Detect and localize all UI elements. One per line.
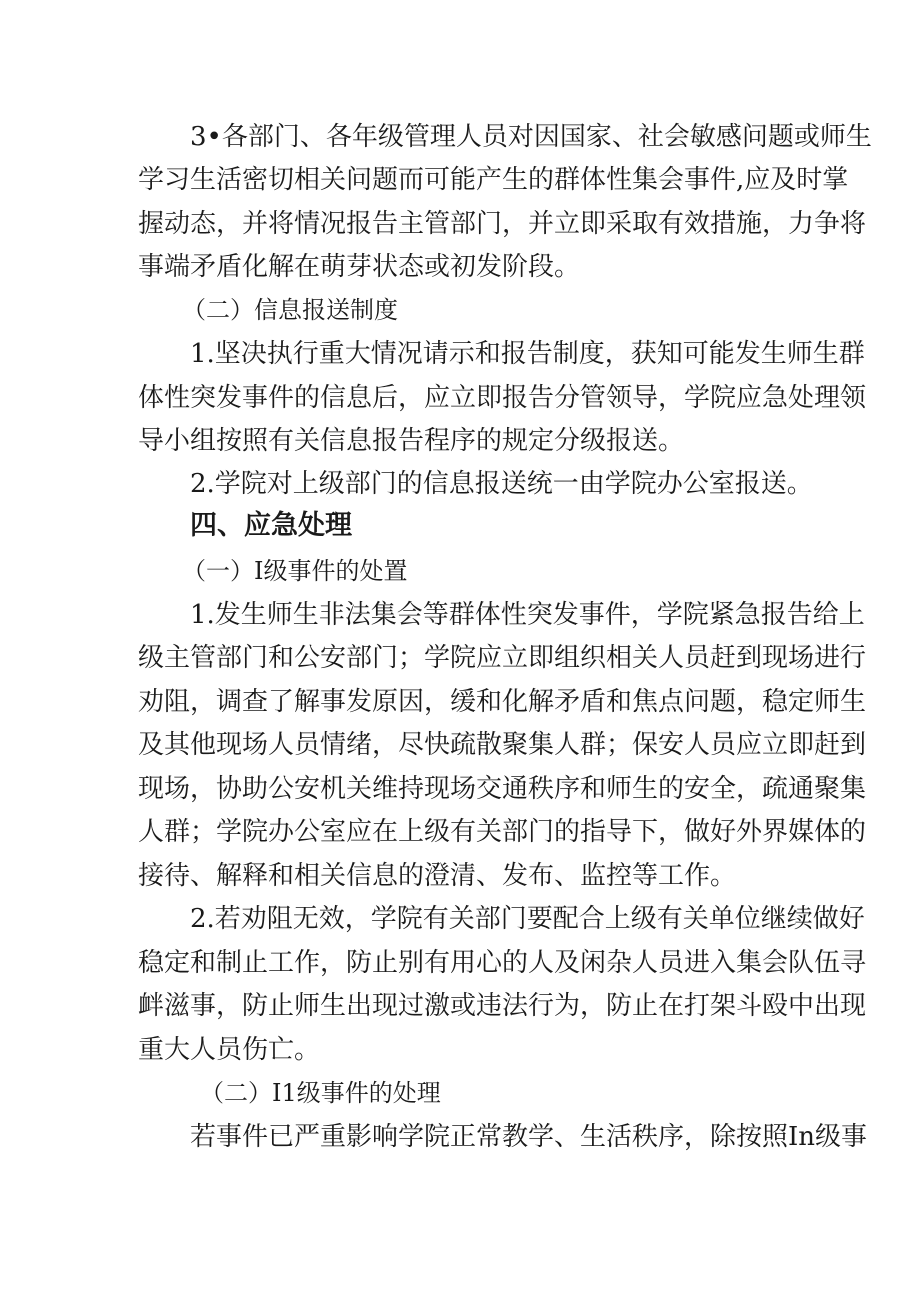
paragraph-line: 衅滋事，防止师生出现过激或违法行为，防止在打架斗殴中出现 (138, 991, 867, 1021)
paragraph-line: 3•各部门、各年级管理人员对因国家、社会敏感问题或师生 (190, 122, 872, 152)
paragraph-line: 学习生活密切相关问题而可能产生的群体性集会事件,应及时掌 (138, 165, 849, 195)
paragraph-line: 现场，协助公安机关维持现场交通秩序和师生的安全，疏通聚集 (138, 774, 867, 804)
paragraph-line: 劝阻，调查了解事发原因，缓和化解矛盾和焦点问题，稳定师生 (138, 687, 867, 717)
paragraph-line: 人群；学院办公室应在上级有关部门的指导下，做好外界媒体的 (138, 817, 867, 847)
paragraph-line: 事端矛盾化解在萌芽状态或初发阶段。 (138, 252, 581, 282)
paragraph-line: 若事件已严重影响学院正常教学、生活秩序，除按照In级事 (190, 1122, 868, 1152)
paragraph-line: 重大人员伤亡。 (138, 1035, 321, 1065)
section-heading: 四、应急处理 (190, 510, 352, 541)
paragraph-line: 2.学院对上级部门的信息报送统一由学院办公室报送。 (190, 469, 813, 499)
paragraph-line: 稳定和制止工作，防止别有用心的人及闲杂人员进入集会队伍寻 (138, 948, 867, 978)
paragraph-line: 握动态，并将情况报告主管部门，并立即采取有效措施，力争将 (138, 209, 867, 239)
subsection-heading: （二）信息报送制度 (182, 296, 398, 324)
paragraph-line: 体性突发事件的信息后，应立即报告分管领导，学院应急处理领 (138, 383, 867, 413)
subsection-heading: （二）I1级事件的处理 (200, 1079, 441, 1107)
paragraph-line: 及其他现场人员情绪，尽快疏散聚集人群；保安人员应立即赶到 (138, 730, 867, 760)
subsection-heading: （一）I级事件的处置 (182, 557, 408, 585)
paragraph-line: 1.发生师生非法集会等群体性突发事件，学院紧急报告给上 (190, 600, 865, 630)
paragraph-line: 1.坚决执行重大情况请示和报告制度，获知可能发生师生群 (190, 339, 865, 369)
paragraph-line: 接待、解释和相关信息的澄清、发布、监控等工作。 (138, 861, 737, 891)
paragraph-line: 2.若劝阻无效，学院有关部门要配合上级有关单位继续做好 (190, 904, 865, 934)
paragraph-line: 级主管部门和公安部门；学院应立即组织相关人员赶到现场进行 (138, 643, 867, 673)
paragraph-line: 导小组按照有关信息报告程序的规定分级报送。 (138, 426, 685, 456)
